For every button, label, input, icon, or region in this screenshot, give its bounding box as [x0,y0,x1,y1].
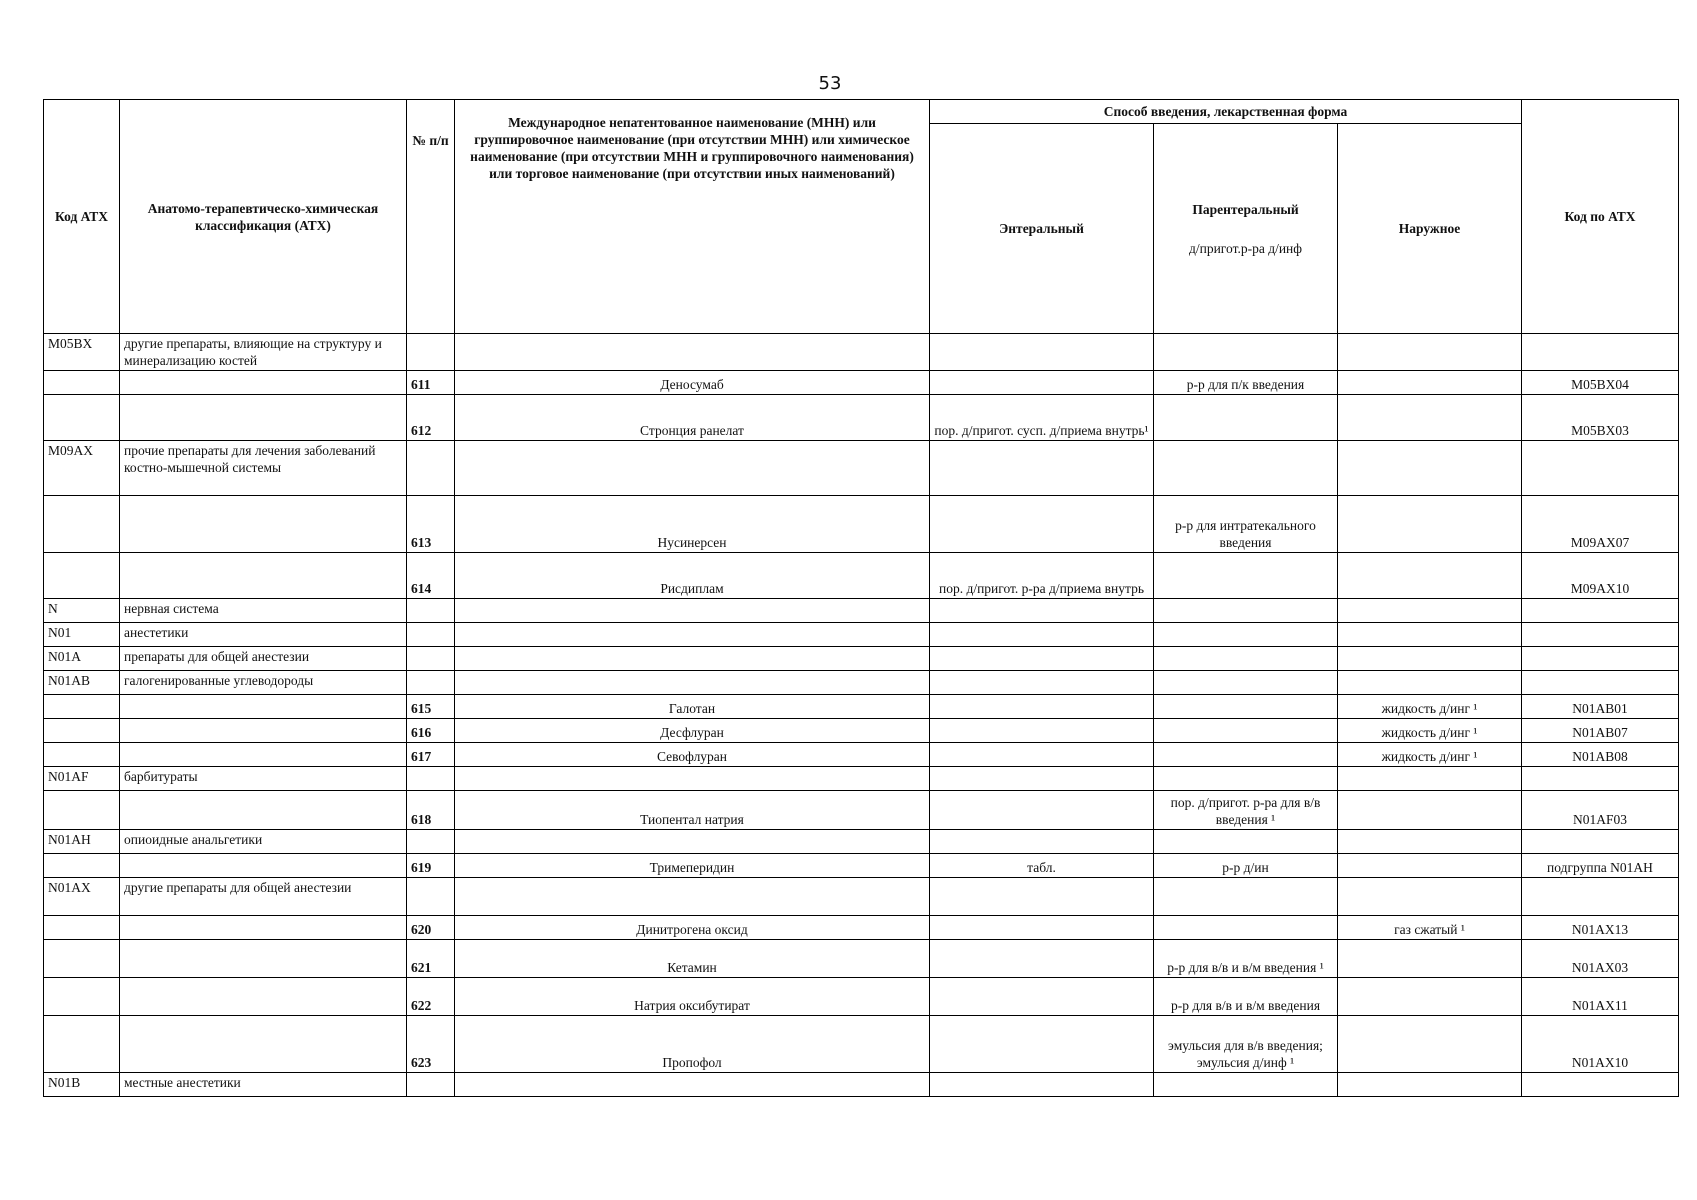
cell-parenteral [1154,1073,1338,1097]
cell-atc-code: M05BX03 [1522,395,1679,441]
cell-code: N01 [44,623,120,647]
table-row [44,553,1679,599]
cell-name [455,830,930,854]
cell-external [1338,830,1522,854]
cell-external [1338,334,1522,371]
cell-classification: барбитураты [120,767,407,791]
cell-code: N01A [44,647,120,671]
cell-classification: препараты для общей анестезии [120,647,407,671]
page-number: 53 [818,73,842,94]
cell-number: 611 [407,371,455,395]
cell-atc-code [1522,1073,1679,1097]
cell-external: жидкость д/инг ¹ [1338,743,1522,767]
header-classification: Анатомо-терапевтическо-химическая классификация (АТХ) [120,100,407,334]
cell-parenteral [1154,719,1338,743]
header-parenteral-label: Парентеральный [1192,201,1299,217]
cell-parenteral: эмульсия для в/в введения; эмульсия д/инф ¹ [1154,1016,1338,1073]
table-body [44,334,1679,1097]
table-row [44,1073,1679,1097]
cell-atc-code [1522,441,1679,496]
cell-number: 620 [407,916,455,940]
cell-classification [120,395,407,441]
cell-atc-code [1522,767,1679,791]
drug-table [43,99,1679,1097]
table-row [44,916,1679,940]
cell-external [1338,553,1522,599]
cell-atc-code: M09AX10 [1522,553,1679,599]
table-row [44,647,1679,671]
header-route-group: Способ введения, лекарственная форма [930,100,1522,124]
cell-name: Кетамин [455,940,930,978]
cell-code [44,371,120,395]
cell-number: 621 [407,940,455,978]
cell-name [455,334,930,371]
cell-name [455,767,930,791]
cell-classification [120,719,407,743]
cell-enteral: табл. [930,854,1154,878]
table-row [44,854,1679,878]
header-parenteral [1154,124,1338,334]
table-row [44,371,1679,395]
cell-classification: другие препараты для общей анестезии [120,878,407,916]
table-row [44,671,1679,695]
cell-number [407,623,455,647]
cell-number: 616 [407,719,455,743]
cell-atc-code [1522,334,1679,371]
cell-external [1338,1016,1522,1073]
cell-number [407,1073,455,1097]
cell-code [44,496,120,553]
cell-classification: опиоидные анальгетики [120,830,407,854]
table-row [44,940,1679,978]
cell-classification [120,496,407,553]
cell-code [44,719,120,743]
cell-classification [120,791,407,830]
cell-enteral [930,978,1154,1016]
cell-number [407,647,455,671]
cell-number: 612 [407,395,455,441]
cell-name: Стронция ранелат [455,395,930,441]
cell-classification [120,940,407,978]
cell-external [1338,671,1522,695]
table-row [44,830,1679,854]
cell-parenteral [1154,878,1338,916]
cell-parenteral [1154,647,1338,671]
cell-parenteral [1154,553,1338,599]
cell-external [1338,791,1522,830]
cell-name: Нусинерсен [455,496,930,553]
cell-name [455,599,930,623]
cell-enteral [930,878,1154,916]
cell-parenteral [1154,830,1338,854]
cell-code: N01AB [44,671,120,695]
cell-number: 617 [407,743,455,767]
cell-enteral [930,371,1154,395]
cell-enteral: пор. д/пригот. р-ра д/приема внутрь [930,553,1154,599]
cell-number [407,767,455,791]
cell-number [407,334,455,371]
cell-classification [120,371,407,395]
cell-parenteral [1154,767,1338,791]
cell-parenteral: р-р д/ин [1154,854,1338,878]
cell-code: N01AX [44,878,120,916]
cell-classification: нервная система [120,599,407,623]
cell-enteral [930,940,1154,978]
cell-enteral [930,334,1154,371]
cell-classification: местные анестетики [120,1073,407,1097]
cell-name [455,647,930,671]
cell-name [455,878,930,916]
cell-code: N01AF [44,767,120,791]
cell-external [1338,441,1522,496]
table-row [44,334,1679,371]
table-row [44,599,1679,623]
table-row [44,1016,1679,1073]
cell-number: 623 [407,1016,455,1073]
cell-number: 614 [407,553,455,599]
table-row [44,791,1679,830]
cell-enteral [930,1016,1154,1073]
cell-classification [120,695,407,719]
cell-enteral [930,743,1154,767]
cell-external: жидкость д/инг ¹ [1338,695,1522,719]
cell-parenteral [1154,916,1338,940]
cell-classification: галогенированные углеводороды [120,671,407,695]
cell-enteral: пор. д/пригот. сусп. д/приема внутрь¹ [930,395,1154,441]
cell-classification [120,743,407,767]
cell-code: M09AX [44,441,120,496]
cell-atc-code: N01AF03 [1522,791,1679,830]
cell-enteral [930,623,1154,647]
cell-atc-code [1522,671,1679,695]
table-row [44,695,1679,719]
cell-code [44,978,120,1016]
cell-code [44,553,120,599]
cell-atc-code: N01AB08 [1522,743,1679,767]
header-name: Международное непатентованное наименование (МНН) или группировочное наименование (при отсутствии МНН) или химическое наименование (при отсутствии МНН и группировочного наименования) или торговое наименование (при отсутствии иных наименований) [455,100,930,334]
cell-parenteral [1154,395,1338,441]
cell-name: Рисдиплам [455,553,930,599]
header-number: № п/п [407,100,455,334]
cell-external: жидкость д/инг ¹ [1338,719,1522,743]
cell-enteral [930,916,1154,940]
cell-enteral [930,830,1154,854]
cell-name: Натрия оксибутират [455,978,930,1016]
cell-external: газ сжатый ¹ [1338,916,1522,940]
cell-name: Динитрогена оксид [455,916,930,940]
table-row [44,878,1679,916]
cell-enteral [930,496,1154,553]
cell-enteral [930,441,1154,496]
cell-name [455,671,930,695]
cell-enteral [930,599,1154,623]
cell-atc-code: N01AX11 [1522,978,1679,1016]
cell-external [1338,940,1522,978]
cell-number: 615 [407,695,455,719]
cell-name: Десфлуран [455,719,930,743]
cell-name: Галотан [455,695,930,719]
cell-classification [120,854,407,878]
cell-atc-code [1522,830,1679,854]
cell-parenteral [1154,671,1338,695]
cell-parenteral: р-р для в/в и в/м введения [1154,978,1338,1016]
cell-parenteral: р-р для интратекального введения [1154,496,1338,553]
cell-atc-code [1522,647,1679,671]
cell-atc-code [1522,599,1679,623]
table-row [44,978,1679,1016]
cell-atc-code: M05BX04 [1522,371,1679,395]
cell-classification [120,553,407,599]
cell-classification: другие препараты, влияющие на структуру и минерализацию костей [120,334,407,371]
cell-name [455,623,930,647]
cell-number [407,671,455,695]
cell-external [1338,854,1522,878]
cell-number [407,441,455,496]
cell-classification: анестетики [120,623,407,647]
cell-name: Пропофол [455,1016,930,1073]
cell-atc-code: M09AX07 [1522,496,1679,553]
cell-enteral [930,695,1154,719]
cell-external [1338,767,1522,791]
cell-enteral [930,767,1154,791]
cell-code [44,743,120,767]
cell-number: 618 [407,791,455,830]
cell-code: N01AH [44,830,120,854]
cell-atc-code: подгруппа N01AH [1522,854,1679,878]
cell-parenteral: р-р для в/в и в/м введения ¹ [1154,940,1338,978]
cell-name: Тиопентал натрия [455,791,930,830]
cell-enteral [930,671,1154,695]
cell-code [44,791,120,830]
cell-external [1338,395,1522,441]
cell-number: 613 [407,496,455,553]
cell-external [1338,623,1522,647]
table-row [44,395,1679,441]
cell-external [1338,978,1522,1016]
cell-classification: прочие препараты для лечения заболеваний костно-мышечной системы [120,441,407,496]
cell-number: 622 [407,978,455,1016]
cell-parenteral [1154,334,1338,371]
cell-code [44,695,120,719]
cell-atc-code: N01AB01 [1522,695,1679,719]
cell-code: N [44,599,120,623]
cell-external [1338,1073,1522,1097]
cell-number: 619 [407,854,455,878]
cell-atc-code: N01AX13 [1522,916,1679,940]
cell-parenteral: пор. д/пригот. р-ра для в/в введения ¹ [1154,791,1338,830]
cell-atc-code: N01AB07 [1522,719,1679,743]
cell-name: Деносумаб [455,371,930,395]
cell-number [407,830,455,854]
table-row [44,496,1679,553]
cell-classification [120,978,407,1016]
cell-classification [120,1016,407,1073]
cell-name: Севофлуран [455,743,930,767]
header-external: Наружное [1338,124,1522,334]
cell-atc-code: N01AX10 [1522,1016,1679,1073]
cell-external [1338,371,1522,395]
header-enteral: Энтеральный [930,124,1154,334]
cell-code [44,395,120,441]
cell-atc-code [1522,623,1679,647]
table-row [44,441,1679,496]
header-atc-code: Код по АТХ [1522,100,1679,334]
cell-code [44,854,120,878]
cell-external [1338,878,1522,916]
cell-parenteral [1154,695,1338,719]
cell-classification [120,916,407,940]
cell-enteral [930,791,1154,830]
cell-atc-code [1522,878,1679,916]
table-row [44,767,1679,791]
cell-code [44,940,120,978]
cell-name: Тримеперидин [455,854,930,878]
cell-code: N01B [44,1073,120,1097]
table-header [44,100,1679,334]
cell-parenteral [1154,743,1338,767]
cell-enteral [930,1073,1154,1097]
cell-atc-code: N01AX03 [1522,940,1679,978]
cell-code: M05BX [44,334,120,371]
cell-code [44,916,120,940]
cell-number [407,599,455,623]
table-row [44,719,1679,743]
cell-external [1338,647,1522,671]
cell-parenteral [1154,441,1338,496]
cell-enteral [930,719,1154,743]
cell-parenteral [1154,599,1338,623]
cell-parenteral [1154,623,1338,647]
cell-name [455,1073,930,1097]
cell-external [1338,599,1522,623]
table-row [44,743,1679,767]
cell-enteral [930,647,1154,671]
header-parenteral-note: д/пригот.р-ра д/инф [1188,240,1303,256]
cell-name [455,441,930,496]
table-row [44,623,1679,647]
cell-parenteral: р-р для п/к введения [1154,371,1338,395]
cell-code [44,1016,120,1073]
cell-external [1338,496,1522,553]
cell-number [407,878,455,916]
header-code: Код АТХ [44,100,120,334]
